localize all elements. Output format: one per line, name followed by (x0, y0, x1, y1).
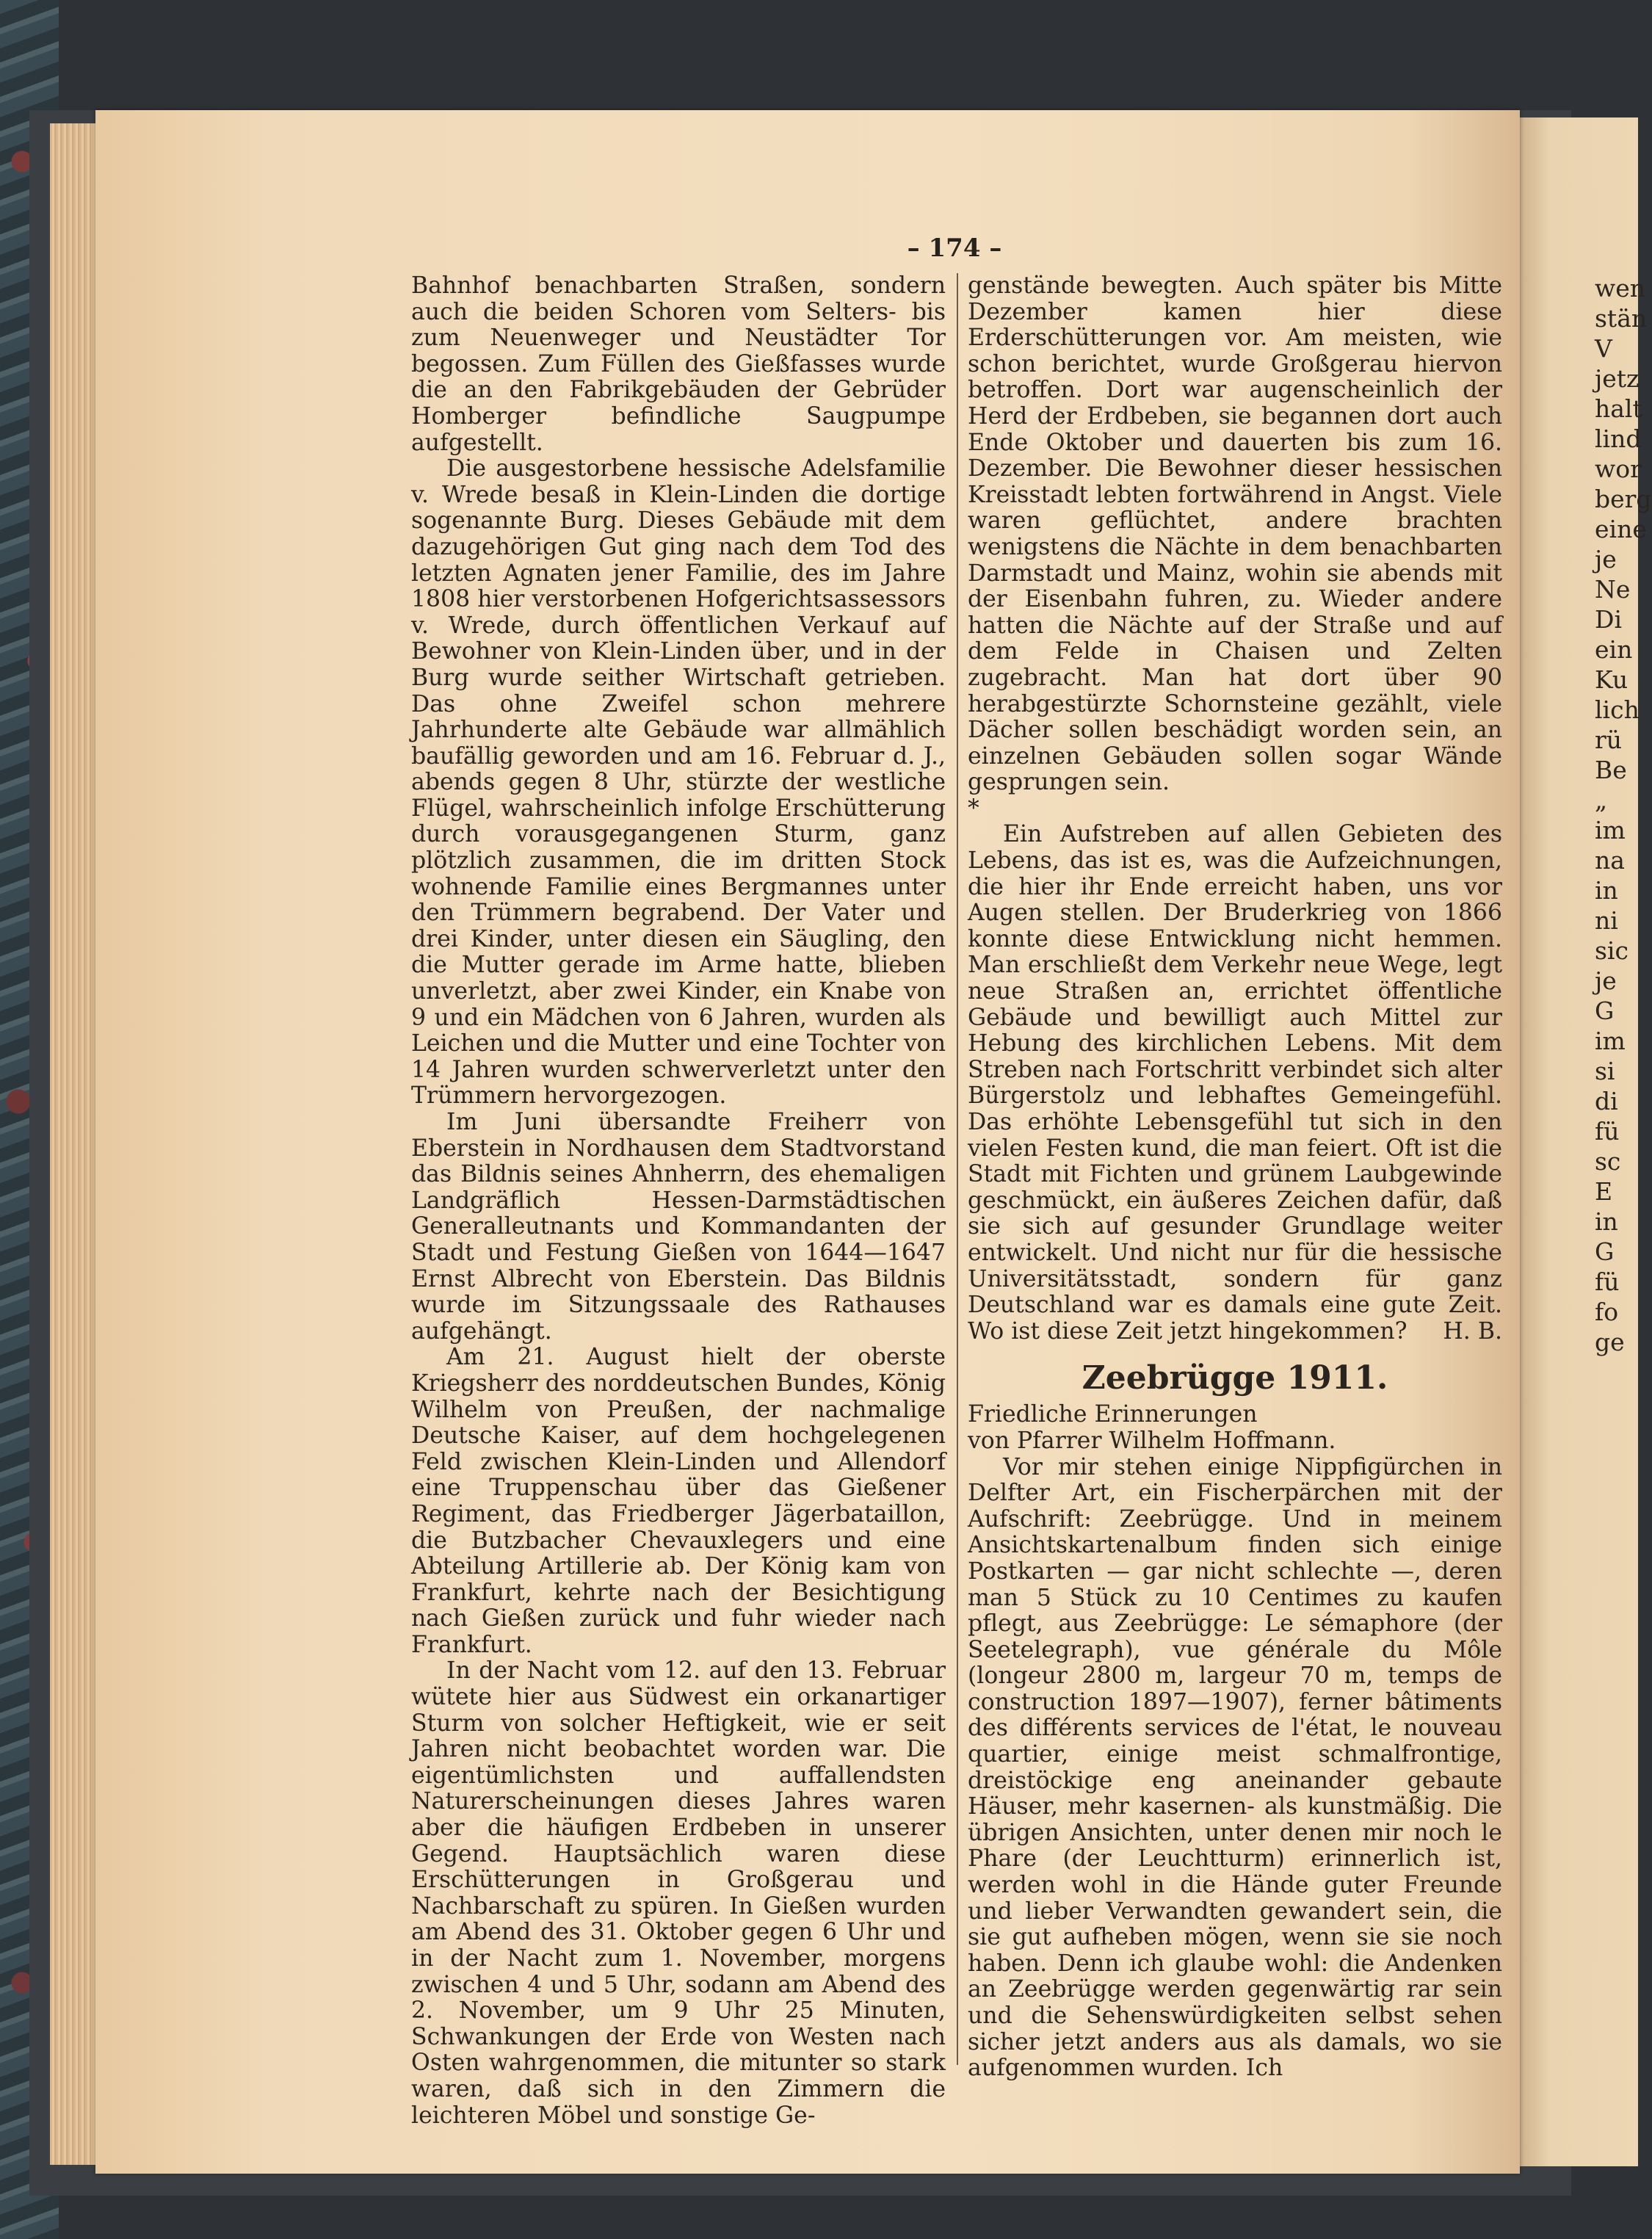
paragraph (968, 822, 1502, 1345)
next-page-fragment (1595, 273, 1652, 1357)
next-page-fragment-line: Be (1595, 756, 1627, 784)
next-page-fragment-line: sic (1595, 936, 1629, 965)
next-page-fragment-line: ni (1595, 906, 1618, 935)
column-divider (957, 273, 958, 2065)
next-page-fragment-line: in (1595, 876, 1618, 905)
next-page-fragment-line: Di (1595, 605, 1623, 634)
next-page-fragment-line: G (1595, 996, 1615, 1025)
next-page-fragment-line: „ (1595, 786, 1608, 814)
paragraph: genstände bewegten. Auch später bis Mitte Dezember kamen hier diese Erderschütterungen vor. Am meisten, wie schon berichtet, wurde Großgerau hiervon betroffen. Dort war augenscheinlich der Herd der Erdbeben, sie begannen dort auch Ende Oktober und dauerten bis zum 16. Dezember. Die Bewohner dieser hessischen Kreisstadt lebten fortwährend in Angst. Viele waren geflüchtet, andere brachten wenigstens die Nächte in dem benachbarten Darmstadt und Mainz, wohin sie abends mit der Eisenbahn fuhren, zu. Wieder andere hatten die Nächte auf der Straße und auf dem Felde in Chaisen und Zelten zugebracht. Man hat dort über 90 herabgestürzte Schornsteine gezählt, viele Dächer sollen beschädigt worden sein, an einzelnen Gebäuden sollen sogar Wände gesprungen sein. (968, 272, 1502, 796)
next-page-fragment-line: im (1595, 1027, 1626, 1055)
next-page-fragment-line: si (1595, 1057, 1615, 1085)
next-page-fragment-line: Ne (1595, 575, 1631, 604)
next-page-fragment-line: ein (1595, 635, 1633, 664)
next-page-fragment-line: im (1595, 816, 1626, 844)
next-page-fragment-line: G (1595, 1237, 1615, 1266)
paragraph: Am 21. August hielt der oberste Kriegsherr des norddeutschen Bundes, König Wilhelm von Preußen, der nachmalige Deutsche Kaiser, auf dem hochgelegenen Feld zwischen Klein-Linden und Allendorf eine Truppenschau über das Gießener Regiment, das Friedberger Jägerbataillon, die Butzbacher Chevauxlegers und eine Abteilung Artillerie ab. Der König kam von Frankfurt, kehrte nach der Besichtigung nach Gießen zurück und fuhr wieder nach Frankfurt. (411, 1344, 946, 1658)
next-page-fragment-line: eine (1595, 515, 1647, 543)
next-page-fragment-line: berg (1595, 485, 1652, 513)
next-page-fragment-line: ge (1595, 1328, 1625, 1356)
next-page-fragment-line: je (1595, 545, 1617, 574)
next-page-fragment-line: wen (1595, 274, 1646, 303)
article-title: Zeebrügge 1911. (1082, 1359, 1388, 1397)
next-page-fragment-line: jetz (1595, 364, 1640, 393)
next-page-fragment-line: rü (1595, 726, 1623, 754)
paragraph-text: Ein Aufstreben auf allen Gebieten des Lebens, das ist es, was die Aufzeichnungen, die hier ihr Ende erreicht haben, uns vor Augen stellen. Der Bruderkrieg von 1866 konnte diese Entwicklung nicht hemmen. Man erschließt dem Verkehr neue Wege, legt neue Straßen an, errichtet öffentliche Gebäude und bewilligt auch Mittel zur Hebung des kirchlichen Lebens. Mit dem Streben nach Fortschritt verbindet sich alter Bürgerstolz und lebhaftes Gemeingefühl. Das erhöhte Lebensgefühl tut sich in den vielen Festen kund, die man feiert. Oft ist die Stadt mit Fichten und grünem Laubgewinde geschmückt, ein äußeres Zeichen dafür, daß sie sich auf gesunder Grundlage weiter entwickelt. Und nicht nur für die hessische Universitätsstadt, sondern für ganz Deutschland war es damals eine gute Zeit. Wo ist diese Zeit jetzt hingekommen? (968, 821, 1502, 1345)
next-page-fragment-line: V (1595, 334, 1612, 363)
next-page-fragment-line: fü (1595, 1117, 1620, 1146)
next-page-fragment-line: na (1595, 846, 1625, 875)
next-page-fragment-line: fü (1595, 1267, 1620, 1296)
next-page-fragment-line: je (1595, 966, 1617, 995)
paragraph: Bahnhof benachbarten Straßen, sondern auch die beiden Schoren vom Selters- bis zum Neuenweger und Neustädter Tor begossen. Zum Füllen des Gießfasses wurde die an den Fabrikgebäuden der Gebrüder Homberger befindliche Saugpumpe aufgestellt. (411, 272, 946, 456)
next-page-fragment-line: lich (1595, 695, 1640, 724)
next-page-fragment-line: halt (1595, 394, 1642, 423)
article-body: Vor mir stehen einige Nippfigürchen in Delfter Art, ein Fischerpärchen mit der Aufschrift: Zeebrügge. Und in meinem Ansichtskartenalbum finden sich einige Postkarten — gar nicht schlechte —, deren man 5 Stück zu 10 Centimes zu kaufen pflegt, aus Zeebrügge: Le sémaphore (der Seetelegraph), vue générale du Môle (longeur 2800 m, largeur 70 m, temps de construction 1897—1907), ferner bâtiments des différents services de l'état, le nouveau quartier, einige meist schmalfrontige, dreistöckige eng aneinander gebaute Häuser, mehr kasernen- als kunstmäßig. Die übrigen Ansichten, unter denen mir noch le Phare (der Leuchtturm) erinnerlich ist, werden wohl in die Hände guter Freunde und lieber Verwandten gewandert sein, die sie gut aufheben mögen, wenn sie sie noch haben. Denn ich glaube wohl: die Andenken an Zeebrügge werden gegenwärtig rar sein und die Sehenswürdigkeiten selbst sehen sicher jetzt anders aus als damals, wo sie aufgenommen wurden. Ich (968, 1453, 1502, 2082)
next-page-fragment-line: lind (1595, 424, 1642, 453)
left-column (411, 273, 946, 2129)
next-page-fragment-line: in (1595, 1207, 1618, 1236)
right-column (968, 273, 1502, 2082)
next-page-fragment-line: di (1595, 1087, 1618, 1115)
paragraph: Die ausgestorbene hessische Adelsfamilie v. Wrede besaß in Klein-Linden die dortige sogenannte Burg. Dieses Gebäude mit dem dazugehörigen Gut ging nach dem Tod des letzten Agnaten jener Familie, des im Jahre 1808 hier verstorbenen Hofgerichtsassessors v. Wrede, durch öffentlichen Verkauf auf Bewohner von Klein-Linden über, und in der Burg wurde seither Wirtschaft getrieben. Das ohne Zweifel schon mehrere Jahrhunderte alte Gebäude war allmählich baufällig geworden und am 16. Februar d. J., abends gegen 8 Uhr, stürzte der westliche Flügel, wahrscheinlich infolge Erschütterung durch vorausgegangenen Sturm, ganz plötzlich zusammen, die im dritten Stock wohnende Familie eines Bergmannes unter den Trümmern begrabend. Der Vater und drei Kinder, unter diesen ein Säugling, den die Mutter gerade im Arme hatte, blieben unverletzt, aber zwei Kinder, ein Knabe von 9 und ein Mädchen von 6 Jahren, wurden als Leichen und die Mutter und eine Tochter von 14 Jahren wurden schwerverletzt unter den Trümmern hervorgezogen. (411, 455, 946, 1110)
next-page-fragment-line: wor (1595, 455, 1642, 483)
article-author: von Pfarrer Wilhelm Hoffmann. (968, 1427, 1336, 1454)
author-signature: H. B. (1443, 1317, 1502, 1345)
next-page-fragment-line: sc (1595, 1147, 1621, 1176)
paragraph: In der Nacht vom 12. auf den 13. Februar wütete hier aus Südwest ein orkanartiger Sturm von solcher Heftigkeit, wie er seit Jahren nicht beobachtet worden war. Die eigentümlichsten und auffallendsten Naturerscheinungen dieses Jahres waren aber die häufigen Erdbeben in unserer Gegend. Hauptsächlich waren diese Erschütterungen in Großgerau und Nachbarschaft zu spüren. In Gießen wurden am Abend des 31. Oktober gegen 6 Uhr und in der Nacht zum 1. November, morgens zwischen 4 und 5 Uhr, sodann am Abend des 2. November, um 9 Uhr 25 Minuten, Schwankungen der Erde von Westen nach Osten wahrgenommen, die mitunter so stark waren, daß sich in den Zimmern die leichteren Möbel und sonstige Ge- (411, 1657, 946, 2129)
next-page-fragment-line: fo (1595, 1298, 1619, 1326)
paragraph: Im Juni übersandte Freiherr von Eberstein in Nordhausen dem Stadtvorstand das Bildnis seines Ahnherrn, des ehemaligen Landgräflich Hessen-Darmstädtischen Generalleutnants und Kommandanten der Stadt und Festung Gießen von 1644—1647 Ernst Albrecht von Eberstein. Das Bildnis wurde im Sitzungssaale des Rathauses aufgehängt. (411, 1109, 946, 1345)
next-page-fragment-line: E (1595, 1177, 1613, 1206)
next-page-fragment-line: stän (1595, 304, 1648, 333)
page-number: – 174 – (907, 234, 1002, 263)
article-subtitle: Friedliche Erinnerungen (968, 1401, 1258, 1428)
section-separator: * (968, 795, 979, 822)
next-page-fragment-line: Ku (1595, 665, 1629, 694)
